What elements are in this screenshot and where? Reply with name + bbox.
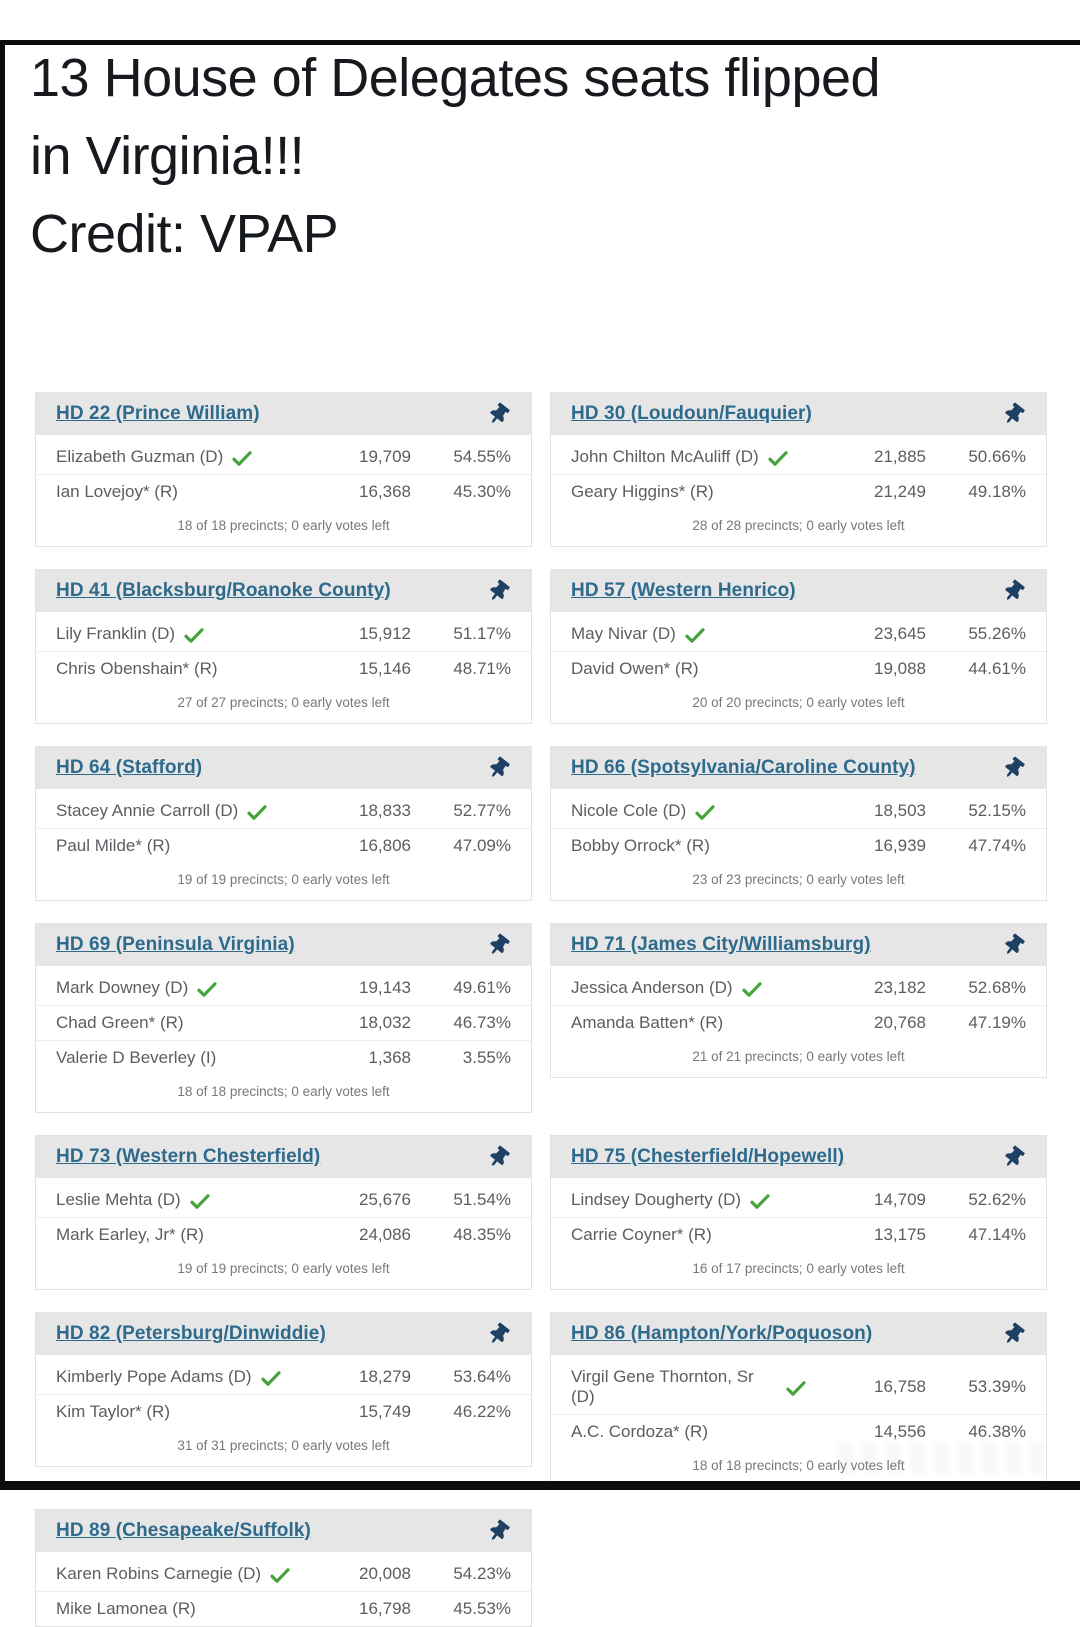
district-link[interactable]: HD 64 (Stafford) xyxy=(56,757,203,778)
vote-percent: 52.15% xyxy=(968,801,1026,820)
candidate-row xyxy=(551,440,1046,474)
candidate-name-text: Mark Earley, Jr* (R) xyxy=(56,1225,204,1244)
page-title xyxy=(30,40,1040,273)
vote-count: 16,806 xyxy=(359,836,411,855)
candidate-row xyxy=(36,794,531,828)
candidate-rows xyxy=(36,966,531,1075)
candidate-name-text: May Nivar (D) xyxy=(571,624,676,643)
candidate-row xyxy=(551,1005,1046,1040)
district-card xyxy=(35,392,532,547)
candidate-name xyxy=(56,624,291,644)
precincts-status: 20 of 20 precincts; 0 early votes left xyxy=(692,695,905,710)
candidate-row xyxy=(551,1360,1046,1414)
candidate-row xyxy=(36,1360,531,1394)
candidate-row xyxy=(551,828,1046,863)
district-card xyxy=(550,746,1047,901)
district-card-header xyxy=(551,393,1046,435)
candidate-name xyxy=(571,1225,806,1245)
candidate-row xyxy=(36,1394,531,1429)
vote-percent: 46.22% xyxy=(453,1402,511,1421)
district-card-header xyxy=(36,1136,531,1178)
vote-percent: 51.17% xyxy=(453,624,511,643)
precincts-status: 28 of 28 precincts; 0 early votes left xyxy=(692,518,905,533)
vote-count: 16,758 xyxy=(874,1377,926,1396)
district-card xyxy=(550,392,1047,547)
candidate-name xyxy=(571,1190,806,1210)
candidate-name-text: Kimberly Pope Adams (D) xyxy=(56,1367,252,1386)
candidate-name xyxy=(56,482,291,502)
candidate-name xyxy=(571,1013,806,1033)
green-checkmark-icon xyxy=(197,982,217,998)
pushpin-icon[interactable] xyxy=(484,753,513,782)
district-link[interactable]: HD 73 (Western Chesterfield) xyxy=(56,1146,321,1167)
candidate-name-text: Stacey Annie Carroll (D) xyxy=(56,801,239,820)
district-card-header xyxy=(36,1313,531,1355)
vote-percent: 47.19% xyxy=(968,1013,1026,1032)
candidate-name-text: Jessica Anderson (D) xyxy=(571,978,733,997)
candidate-name-text: David Owen* (R) xyxy=(571,659,699,678)
candidate-row xyxy=(551,474,1046,509)
candidate-name xyxy=(571,836,806,856)
candidate-name xyxy=(571,482,806,502)
vote-percent: 46.38% xyxy=(968,1422,1026,1441)
candidate-rows xyxy=(36,1178,531,1252)
district-card xyxy=(35,1312,532,1467)
candidate-row xyxy=(36,440,531,474)
green-checkmark-icon xyxy=(184,628,204,644)
candidate-name-text: Chris Obenshain* (R) xyxy=(56,659,218,678)
candidate-name xyxy=(56,659,291,679)
district-link[interactable]: HD 69 (Peninsula Virginia) xyxy=(56,934,295,955)
vote-percent: 51.54% xyxy=(453,1190,511,1209)
vote-percent: 49.18% xyxy=(968,482,1026,501)
district-link[interactable]: HD 82 (Petersburg/Dinwiddie) xyxy=(56,1323,326,1344)
pushpin-icon[interactable] xyxy=(999,930,1028,959)
green-checkmark-icon xyxy=(190,1194,210,1210)
candidate-name xyxy=(56,1367,291,1387)
green-checkmark-icon xyxy=(232,451,252,467)
candidate-rows xyxy=(551,612,1046,686)
district-card xyxy=(550,923,1047,1078)
candidate-rows xyxy=(36,612,531,686)
district-card xyxy=(550,1135,1047,1290)
candidate-name-text: John Chilton McAuliff (D) xyxy=(571,447,759,466)
precincts-status: 31 of 31 precincts; 0 early votes left xyxy=(177,1438,390,1453)
district-link[interactable]: HD 57 (Western Henrico) xyxy=(571,580,796,601)
district-card-header xyxy=(551,1136,1046,1178)
candidate-name-text: Kim Taylor* (R) xyxy=(56,1402,170,1421)
candidate-row xyxy=(36,474,531,509)
candidate-row xyxy=(36,971,531,1005)
district-link[interactable]: HD 71 (James City/Williamsburg) xyxy=(571,934,871,955)
vote-count: 20,768 xyxy=(874,1013,926,1032)
vote-count: 23,182 xyxy=(874,978,926,997)
vote-count: 25,676 xyxy=(359,1190,411,1209)
candidate-name-text: Geary Higgins* (R) xyxy=(571,482,714,501)
candidate-name-text: Lily Franklin (D) xyxy=(56,624,176,643)
district-link[interactable]: HD 86 (Hampton/York/Poquoson) xyxy=(571,1323,873,1344)
candidate-row xyxy=(36,1183,531,1217)
vote-count: 16,368 xyxy=(359,482,411,501)
candidate-row xyxy=(36,1217,531,1252)
precincts-status: 16 of 17 precincts; 0 early votes left xyxy=(692,1261,905,1276)
precincts-status: 23 of 23 precincts; 0 early votes left xyxy=(692,872,905,887)
candidate-name-text: Chad Green* (R) xyxy=(56,1013,184,1032)
candidate-row xyxy=(551,617,1046,651)
vote-percent: 49.61% xyxy=(453,978,511,997)
candidate-rows xyxy=(36,435,531,509)
candidate-name xyxy=(56,978,291,998)
vote-count: 14,556 xyxy=(874,1422,926,1441)
pushpin-icon[interactable] xyxy=(999,753,1028,782)
candidate-row xyxy=(551,971,1046,1005)
candidate-name-text: Valerie D Beverley (I) xyxy=(56,1048,217,1067)
vote-count: 24,086 xyxy=(359,1225,411,1244)
district-link[interactable]: HD 66 (Spotsylvania/Caroline County) xyxy=(571,757,916,778)
district-link[interactable]: HD 89 (Chesapeake/Suffolk) xyxy=(56,1520,311,1541)
green-checkmark-icon xyxy=(695,805,715,821)
district-card-header xyxy=(36,570,531,612)
candidate-row xyxy=(551,794,1046,828)
vote-percent: 52.62% xyxy=(968,1190,1026,1209)
candidate-name xyxy=(56,1190,291,1210)
candidate-name-text: Mark Downey (D) xyxy=(56,978,189,997)
pushpin-icon[interactable] xyxy=(484,930,513,959)
district-card-header xyxy=(36,924,531,966)
pushpin-icon[interactable] xyxy=(999,1319,1028,1348)
precincts-status: 18 of 18 precincts; 0 early votes left xyxy=(177,518,390,533)
pushpin-icon[interactable] xyxy=(999,1142,1028,1171)
candidate-name xyxy=(56,1402,291,1422)
pushpin-icon[interactable] xyxy=(484,576,513,605)
candidate-name-text: Bobby Orrock* (R) xyxy=(571,836,710,855)
district-card-header xyxy=(36,1510,531,1552)
precincts-status: 27 of 27 precincts; 0 early votes left xyxy=(177,695,390,710)
candidate-name xyxy=(56,1048,291,1068)
vote-count: 16,798 xyxy=(359,1599,411,1618)
candidate-row xyxy=(36,1040,531,1075)
candidate-name xyxy=(571,624,806,644)
vote-count: 19,709 xyxy=(359,447,411,466)
candidate-name xyxy=(56,1599,291,1619)
candidate-row xyxy=(36,651,531,686)
candidate-name xyxy=(56,447,291,467)
vote-count: 20,008 xyxy=(359,1564,411,1583)
vote-percent: 3.55% xyxy=(462,1048,511,1067)
candidate-row xyxy=(36,1557,531,1591)
vote-count: 18,279 xyxy=(359,1367,411,1386)
pushpin-icon[interactable] xyxy=(484,399,513,428)
candidate-name xyxy=(571,1367,806,1407)
page-title-line: in Virginia!!! xyxy=(30,125,305,186)
candidate-name xyxy=(571,801,806,821)
page-title-line: 13 House of Delegates seats flipped xyxy=(30,48,881,108)
candidate-name-text: Paul Milde* (R) xyxy=(56,836,171,855)
vote-count: 21,885 xyxy=(874,447,926,466)
green-checkmark-icon xyxy=(750,1194,770,1210)
candidate-name xyxy=(56,1564,291,1584)
district-card xyxy=(35,1509,532,1627)
candidate-rows xyxy=(551,1178,1046,1252)
candidate-name-text: Nicole Cole (D) xyxy=(571,801,687,820)
district-link[interactable]: HD 30 (Loudoun/Fauquier) xyxy=(571,403,812,424)
district-card-header xyxy=(36,393,531,435)
vote-percent: 47.14% xyxy=(968,1225,1026,1244)
candidate-rows xyxy=(36,789,531,863)
candidate-name-text: Leslie Mehta (D) xyxy=(56,1190,181,1209)
candidate-name xyxy=(571,978,806,998)
vote-percent: 54.23% xyxy=(453,1564,511,1583)
candidate-row xyxy=(551,1183,1046,1217)
precincts-status: 19 of 19 precincts; 0 early votes left xyxy=(177,1261,390,1276)
district-card-header xyxy=(551,1313,1046,1355)
pushpin-icon[interactable] xyxy=(484,1142,513,1171)
vote-count: 21,249 xyxy=(874,482,926,501)
green-checkmark-icon xyxy=(247,805,267,821)
screenshot-left-edge xyxy=(0,40,5,1490)
district-link[interactable]: HD 22 (Prince William) xyxy=(56,403,260,424)
vote-count: 19,088 xyxy=(874,659,926,678)
district-card-header xyxy=(551,570,1046,612)
vote-percent: 45.53% xyxy=(453,1599,511,1618)
candidate-row xyxy=(551,651,1046,686)
screenshot-bottom-edge xyxy=(0,1481,1080,1490)
vote-count: 15,912 xyxy=(359,624,411,643)
vote-count: 15,146 xyxy=(359,659,411,678)
green-checkmark-icon xyxy=(261,1371,281,1387)
pushpin-icon[interactable] xyxy=(999,576,1028,605)
vote-percent: 53.39% xyxy=(968,1377,1026,1396)
vote-count: 19,143 xyxy=(359,978,411,997)
candidate-name-text: Elizabeth Guzman (D) xyxy=(56,447,224,466)
vote-percent: 46.73% xyxy=(453,1013,511,1032)
vote-percent: 44.61% xyxy=(968,659,1026,678)
watermark xyxy=(838,1442,1048,1474)
precincts-status: 18 of 18 precincts; 0 early votes left xyxy=(177,1084,390,1099)
candidate-name-text: Amanda Batten* (R) xyxy=(571,1013,724,1032)
district-card-header xyxy=(36,747,531,789)
green-checkmark-icon xyxy=(768,451,788,467)
candidate-name-text: Karen Robins Carnegie (D) xyxy=(56,1564,262,1583)
candidate-rows xyxy=(551,966,1046,1040)
district-card xyxy=(35,923,532,1113)
district-card xyxy=(35,746,532,901)
vote-count: 16,939 xyxy=(874,836,926,855)
candidate-name xyxy=(56,1225,291,1245)
vote-count: 13,175 xyxy=(874,1225,926,1244)
candidate-rows xyxy=(36,1355,531,1429)
vote-count: 15,749 xyxy=(359,1402,411,1421)
candidate-name-text: Lindsey Dougherty (D) xyxy=(571,1190,742,1209)
candidate-name-text: Virgil Gene Thornton, Sr (D) xyxy=(571,1367,754,1406)
candidate-name xyxy=(571,447,806,467)
district-card xyxy=(550,569,1047,724)
vote-percent: 52.68% xyxy=(968,978,1026,997)
vote-count: 18,032 xyxy=(359,1013,411,1032)
pushpin-icon[interactable] xyxy=(484,1516,513,1545)
vote-percent: 52.77% xyxy=(453,801,511,820)
candidate-name-text: Mike Lamonea (R) xyxy=(56,1599,196,1618)
precincts-status: 21 of 21 precincts; 0 early votes left xyxy=(692,1049,905,1064)
green-checkmark-icon xyxy=(742,982,762,998)
candidate-row xyxy=(36,1005,531,1040)
candidate-row xyxy=(36,617,531,651)
pushpin-icon[interactable] xyxy=(999,399,1028,428)
vote-percent: 47.09% xyxy=(453,836,511,855)
vote-count: 23,645 xyxy=(874,624,926,643)
candidate-row xyxy=(36,1591,531,1626)
candidate-name xyxy=(56,836,291,856)
candidate-rows xyxy=(551,1355,1046,1449)
candidate-rows xyxy=(551,789,1046,863)
candidate-row xyxy=(36,828,531,863)
vote-percent: 45.30% xyxy=(453,482,511,501)
vote-percent: 53.64% xyxy=(453,1367,511,1386)
candidate-name-text: Carrie Coyner* (R) xyxy=(571,1225,712,1244)
candidate-name-text: Ian Lovejoy* (R) xyxy=(56,482,178,501)
candidate-name xyxy=(571,659,806,679)
screenshot-top-edge xyxy=(0,40,1080,45)
vote-percent: 48.71% xyxy=(453,659,511,678)
candidate-rows xyxy=(36,1552,531,1626)
candidate-row xyxy=(551,1217,1046,1252)
pushpin-icon[interactable] xyxy=(484,1319,513,1348)
vote-count: 18,833 xyxy=(359,801,411,820)
candidate-rows xyxy=(551,435,1046,509)
district-link[interactable]: HD 41 (Blacksburg/Roanoke County) xyxy=(56,580,391,601)
green-checkmark-icon xyxy=(270,1568,290,1584)
district-card xyxy=(35,569,532,724)
district-card-header xyxy=(551,747,1046,789)
vote-count: 1,368 xyxy=(368,1048,411,1067)
vote-percent: 47.74% xyxy=(968,836,1026,855)
district-card-header xyxy=(551,924,1046,966)
green-checkmark-icon xyxy=(685,628,705,644)
vote-count: 14,709 xyxy=(874,1190,926,1209)
vote-percent: 54.55% xyxy=(453,447,511,466)
candidate-name xyxy=(56,801,291,821)
vote-percent: 48.35% xyxy=(453,1225,511,1244)
precincts-status: 19 of 19 precincts; 0 early votes left xyxy=(177,872,390,887)
vote-percent: 55.26% xyxy=(968,624,1026,643)
candidate-name xyxy=(571,1422,806,1442)
candidate-name xyxy=(56,1013,291,1033)
district-card xyxy=(35,1135,532,1290)
vote-count: 18,503 xyxy=(874,801,926,820)
green-checkmark-icon xyxy=(786,1381,806,1397)
candidate-name-text: A.C. Cordoza* (R) xyxy=(571,1422,708,1441)
page-title-line: Credit: VPAP xyxy=(30,203,339,264)
precincts-status: 18 of 18 precincts; 0 early votes left xyxy=(692,1458,905,1473)
district-link[interactable]: HD 75 (Chesterfield/Hopewell) xyxy=(571,1146,845,1167)
vote-percent: 50.66% xyxy=(968,447,1026,466)
